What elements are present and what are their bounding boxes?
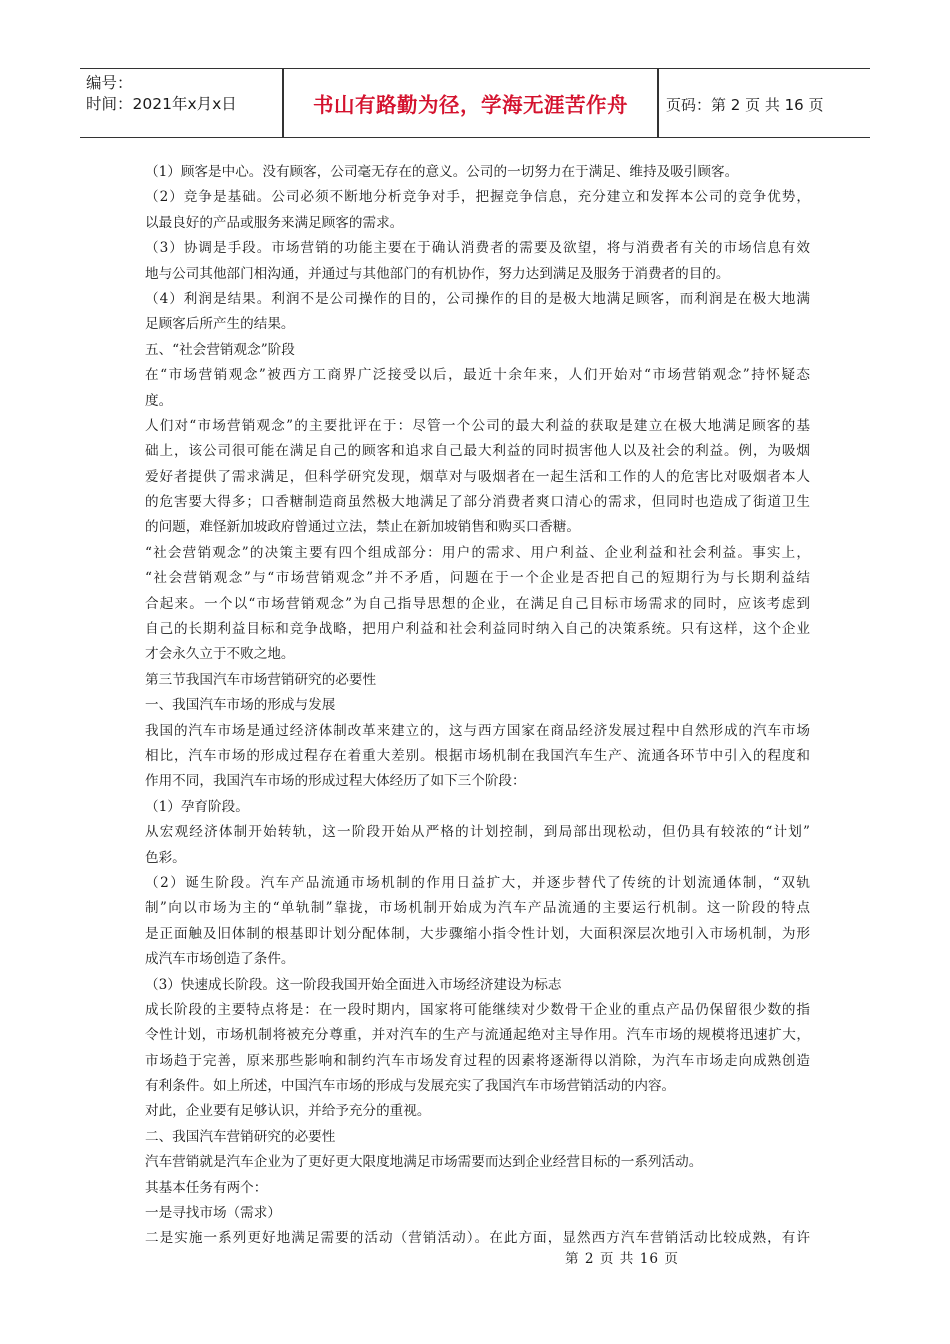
header-divider — [657, 69, 659, 137]
text-line: （3）快速成长阶段。这一阶段我国开始全面进入市场经济建设为标志 — [145, 976, 562, 993]
text-line: 从宏观经济体制开始转轨，这一阶段开始从严格的计划控制，到局部出现松动，但仍具有较浓的“计划” — [145, 824, 810, 841]
text-line: 我国的汽车市场是通过经济体制改革来建立的，这与西方国家在商品经济发展过程中自然形成的汽车市场 — [145, 722, 810, 739]
text-line: 令性计划，市场机制将被充分尊重，并对汽车的生产与流通起绝对主导作用。汽车市场的规模将迅速扩大， — [145, 1027, 810, 1044]
text-line: 制”向以市场为主的“单轨制”靠拢，市场机制开始成为汽车产品流通的主要运行机制。这一阶段的特点 — [145, 900, 810, 917]
text-line: 成长阶段的主要特点将是：在一段时期内，国家将可能继续对少数骨干企业的重点产品仍保留很少数的指 — [145, 1001, 810, 1018]
header-motto: 书山有路勤为径，学海无涯苦作舟 — [313, 93, 628, 117]
text-line: 二、我国汽车营销研究的必要性 — [145, 1128, 336, 1145]
text-line: 其基本任务有两个： — [145, 1179, 268, 1196]
text-line: 色彩。 — [145, 849, 186, 866]
text-line: 的问题，难怪新加坡政府曾通过立法，禁止在新加坡销售和购买口香糖。 — [145, 519, 580, 536]
text-line: 才会永久立于不败之地。 — [145, 646, 295, 663]
text-line: 足顾客后所产生的结果。 — [145, 316, 295, 333]
text-line: 对此，企业要有足够认识，并给予充分的重视。 — [145, 1103, 431, 1120]
text-line: 地与公司其他部门相沟通，并通过与其他部门的有机协作，努力达到满足及服务于消费者的目的。 — [145, 265, 730, 282]
text-line: 成汽车市场创造了条件。 — [145, 951, 295, 968]
document-body — [145, 160, 810, 1252]
text-line: 是正面触及旧体制的根基即计划分配体制，大步骤缩小指令性计划，大面积深层次地引入市场机制，为形 — [145, 925, 810, 942]
text-line: 相比，汽车市场的形成过程存在着重大差别。根据市场机制在我国汽车生产、流通各环节中引入的程度和 — [145, 747, 810, 764]
header-meta — [86, 73, 286, 115]
text-line: （2）竞争是基础。公司必须不断地分析竞争对手，把握竞争信息，充分建立和发挥本公司的竞争优势， — [145, 189, 810, 206]
header-page-info: 页码：第 2 页 共 16 页 — [666, 96, 824, 114]
text-line: （2）诞生阶段。汽车产品流通市场机制的作用日益扩大，并逐步替代了传统的计划流通体制，“双轨 — [145, 874, 810, 891]
text-line: 在“市场营销观念”被西方工商界广泛接受以后，最近十余年来，人们开始对“市场营销观念”持怀疑态 — [145, 367, 810, 384]
text-line: （1）孕育阶段。 — [145, 798, 249, 815]
text-line: （4）利润是结果。利润不是公司操作的目的，公司操作的目的是极大地满足顾客，而利润是在极大地满 — [145, 290, 810, 307]
text-line: “社会营销观念”与“市场营销观念”并不矛盾，问题在于一个企业是否把自己的短期行为与长期利益结 — [145, 570, 810, 587]
text-line: 爱好者提供了需求满足，但科学研究发现，烟草对与吸烟者在一起生活和工作的人的危害比对吸烟者本人 — [145, 468, 810, 485]
text-line: 有利条件。如上所述，中国汽车市场的形成与发展充实了我国汽车市场营销活动的内容。 — [145, 1078, 676, 1095]
document-number-label: 编号： — [86, 74, 133, 92]
text-line: 以最良好的产品或服务来满足顾客的需求。 — [145, 214, 404, 231]
text-line: 五、“社会营销观念”阶段 — [145, 341, 295, 358]
page-footer-number: 第 2 页 共 16 页 — [565, 1251, 679, 1267]
text-line: 一是寻找市场（需求） — [145, 1205, 281, 1222]
text-line: 作用不同，我国汽车市场的形成过程大体经历了如下三个阶段： — [145, 773, 526, 790]
text-line: 一、我国汽车市场的形成与发展 — [145, 697, 336, 714]
document-date-label: 时间：2021年x月x日 — [86, 95, 237, 113]
text-line: 自己的长期利益目标和竞争战略，把用户利益和社会利益同时纳入自己的决策系统。只有这样，这个企业 — [145, 621, 810, 638]
text-line: “社会营销观念”的决策主要有四个组成部分：用户的需求、用户利益、企业利益和社会利益。事实上， — [145, 544, 810, 561]
text-line: （3）协调是手段。市场营销的功能主要在于确认消费者的需要及欲望，将与消费者有关的市场信息有效 — [145, 240, 810, 257]
text-line: 的危害要大得多；口香糖制造商虽然极大地满足了部分消费者爽口清心的需求，但同时也造成了街道卫生 — [145, 494, 810, 511]
text-line: 人们对“市场营销观念”的主要批评在于：尽管一个公司的最大利益的获取是建立在极大地满足顾客的基 — [145, 417, 810, 434]
text-line: 础上，该公司很可能在满足自己的顾客和追求自己最大利益的同时损害他人以及社会的利益。例，为吸烟 — [145, 443, 810, 460]
page-header — [80, 68, 870, 138]
text-line: 度。 — [145, 392, 173, 409]
text-line: 第三节我国汽车市场营销研究的必要性 — [145, 671, 377, 688]
text-line: 二是实施一系列更好地满足需要的活动（营销活动）。在此方面，显然西方汽车营销活动比较成熟，有许 — [145, 1230, 810, 1247]
text-line: 合起来。一个以“市场营销观念”为自己指导思想的企业，在满足自己目标市场需求的同时，应该考虑到 — [145, 595, 810, 612]
text-line: 汽车营销就是汽车企业为了更好更大限度地满足市场需要而达到企业经营目标的一系列活动。 — [145, 1154, 703, 1171]
text-line: 市场趋于完善，原来那些影响和制约汽车市场发育过程的因素将逐渐得以消除，为汽车市场走向成熟创造 — [145, 1052, 810, 1069]
text-line: （1）顾客是中心。没有顾客，公司毫无存在的意义。公司的一切努力在于满足、维持及吸引顾客。 — [145, 164, 739, 180]
